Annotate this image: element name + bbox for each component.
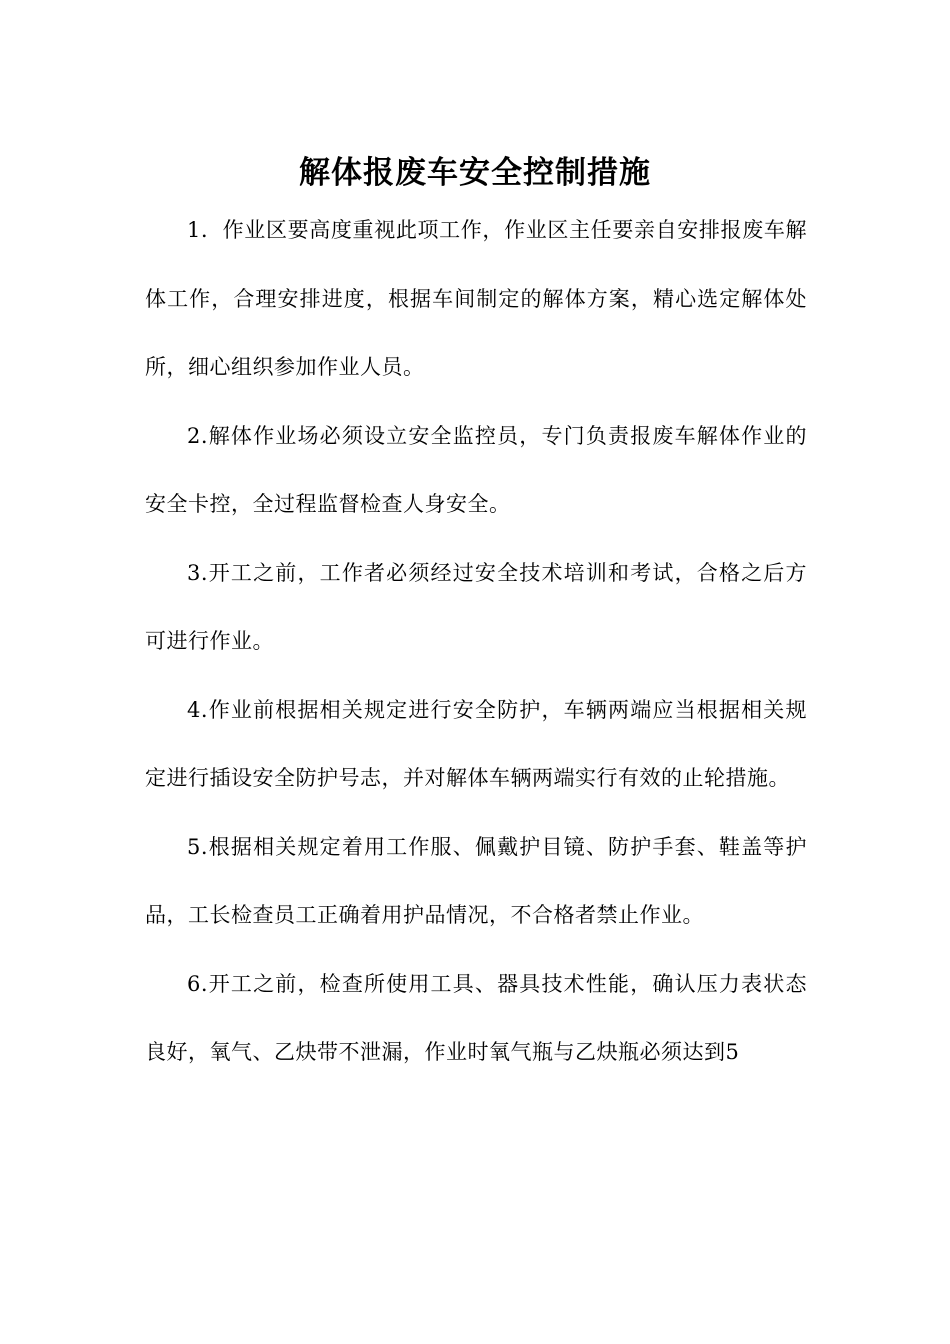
document-body: [145, 196, 807, 1087]
paragraph-4: 4.作业前根据相关规定进行安全防护，车辆两端应当根据相关规定进行插设安全防护号志，并对解体车辆两端实行有效的止轮措施。: [145, 697, 807, 790]
paragraph-1: 1．作业区要高度重视此项工作，作业区主任要亲自安排报废车解体工作，合理安排进度，根据车间制定的解体方案，精心选定解体处所，细心组织参加作业人员。: [145, 218, 807, 379]
document-title: 解体报废车安全控制措施: [299, 154, 651, 191]
paragraph-3: 3.开工之前，工作者必须经过安全技术培训和考试，合格之后方可进行作业。: [145, 560, 807, 653]
paragraph-5: 5.根据相关规定着用工作服、佩戴护目镜、防护手套、鞋盖等护品，工长检查员工正确着用护品情况，不合格者禁止作业。: [145, 834, 807, 927]
paragraph-2: 2.解体作业场必须设立安全监控员，专门负责报废车解体作业的安全卡控，全过程监督检查人身安全。: [145, 423, 807, 516]
paragraph-6: 6.开工之前，检查所使用工具、器具技术性能，确认压力表状态良好，氧气、乙炔带不泄漏，作业时氧气瓶与乙炔瓶必须达到5: [145, 971, 807, 1064]
